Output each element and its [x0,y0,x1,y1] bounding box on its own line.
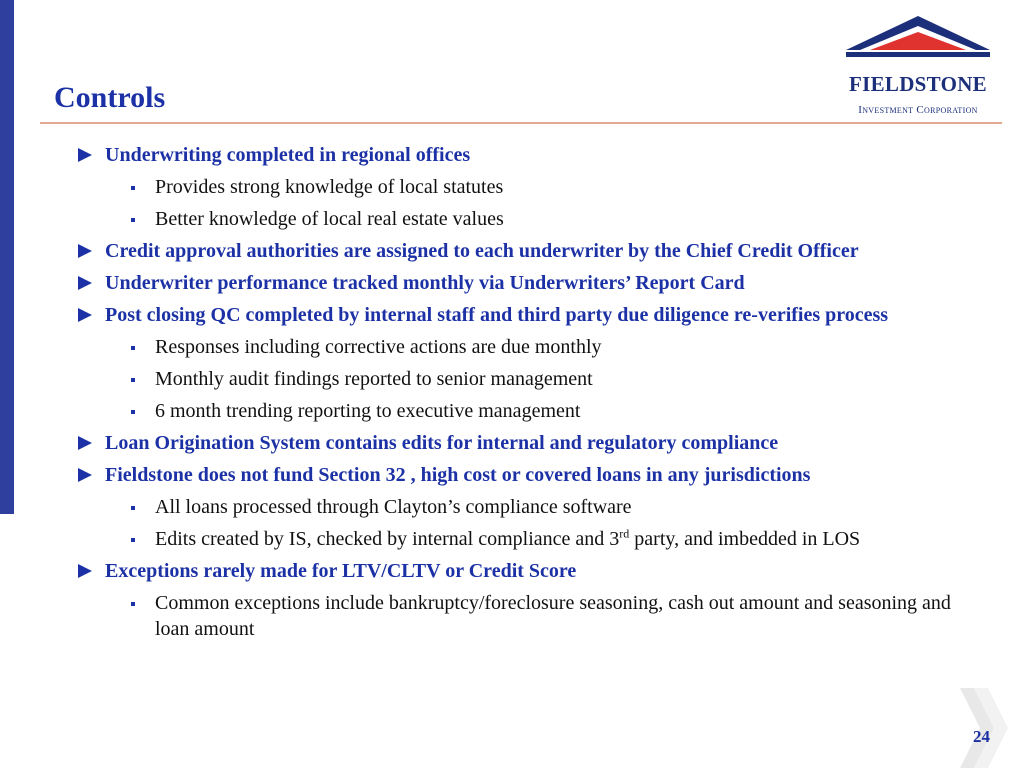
bullet-text: Monthly audit findings reported to senior management [155,368,593,390]
square-bullet-icon [131,186,135,190]
arrow-bullet-icon [78,148,92,162]
arrow-bullet-icon [78,244,92,258]
bullet-text: Responses including corrective actions are due monthly [155,336,602,358]
arrow-bullet-icon [78,468,92,482]
list-item [78,558,978,584]
bullet-text: Edits created by IS, checked by internal compliance and 3 [155,528,620,550]
list-item [78,174,965,200]
bullet-text: Underwriter performance tracked monthly via Underwriters’ Report Card [105,272,745,294]
square-bullet-icon [131,218,135,222]
list-item [78,366,965,392]
arrow-bullet-icon [78,308,92,322]
list-item [78,302,978,328]
fieldstone-logo [838,14,998,116]
slide-title: Controls [54,81,166,114]
bullet-text: Exceptions rarely made for LTV/CLTV or Credit Score [105,560,577,582]
bullet-text: Provides strong knowledge of local statutes [155,176,504,198]
bullet-text: Credit approval authorities are assigned to each underwriter by the Chief Credit Officer [105,240,859,262]
title-divider [40,122,1002,124]
square-bullet-icon [131,378,135,382]
bullet-text: Post closing QC completed by internal staff and third party due diligence re-verifies process [105,304,889,326]
arrow-bullet-icon [78,436,92,450]
bullet-text: 6 month trending reporting to executive management [155,400,581,422]
list-item [78,590,965,642]
square-bullet-icon [131,538,135,542]
bullet-text: All loans processed through Clayton’s compliance software [155,496,632,518]
bullet-text: Loan Origination System contains edits for internal and regulatory compliance [105,432,779,454]
arrow-bullet-icon [78,276,92,290]
house-roof-icon [842,14,994,70]
bullet-text: Common exceptions include bankruptcy/foreclosure seasoning, cash out amount and seasoning and loan amount [155,592,951,640]
logo-subtitle: Investment Corporation [858,104,978,116]
arrow-bullet-icon [78,564,92,578]
bullet-list [78,142,978,648]
logo-name: FIELDSTONE [849,72,987,96]
left-accent-bar [0,0,14,514]
bullet-text: Better knowledge of local real estate values [155,208,504,230]
square-bullet-icon [131,602,135,606]
square-bullet-icon [131,410,135,414]
square-bullet-icon [131,506,135,510]
list-item [78,142,978,168]
list-item [78,462,978,488]
bullet-text: Fieldstone does not fund Section 32 , high cost or covered loans in any jurisdictions [105,464,811,486]
list-item [78,238,978,264]
list-item [78,398,965,424]
list-item [78,206,965,232]
list-item [78,270,978,296]
bullet-text: Underwriting completed in regional offices [105,144,471,166]
page-number: 24 [973,727,990,746]
list-item [78,494,965,520]
bullet-text-continued: party, and imbedded in LOS [629,528,861,550]
list-item [78,334,965,360]
list-item [78,430,978,456]
square-bullet-icon [131,346,135,350]
ordinal-superscript: rd [619,526,630,541]
list-item [78,526,965,552]
